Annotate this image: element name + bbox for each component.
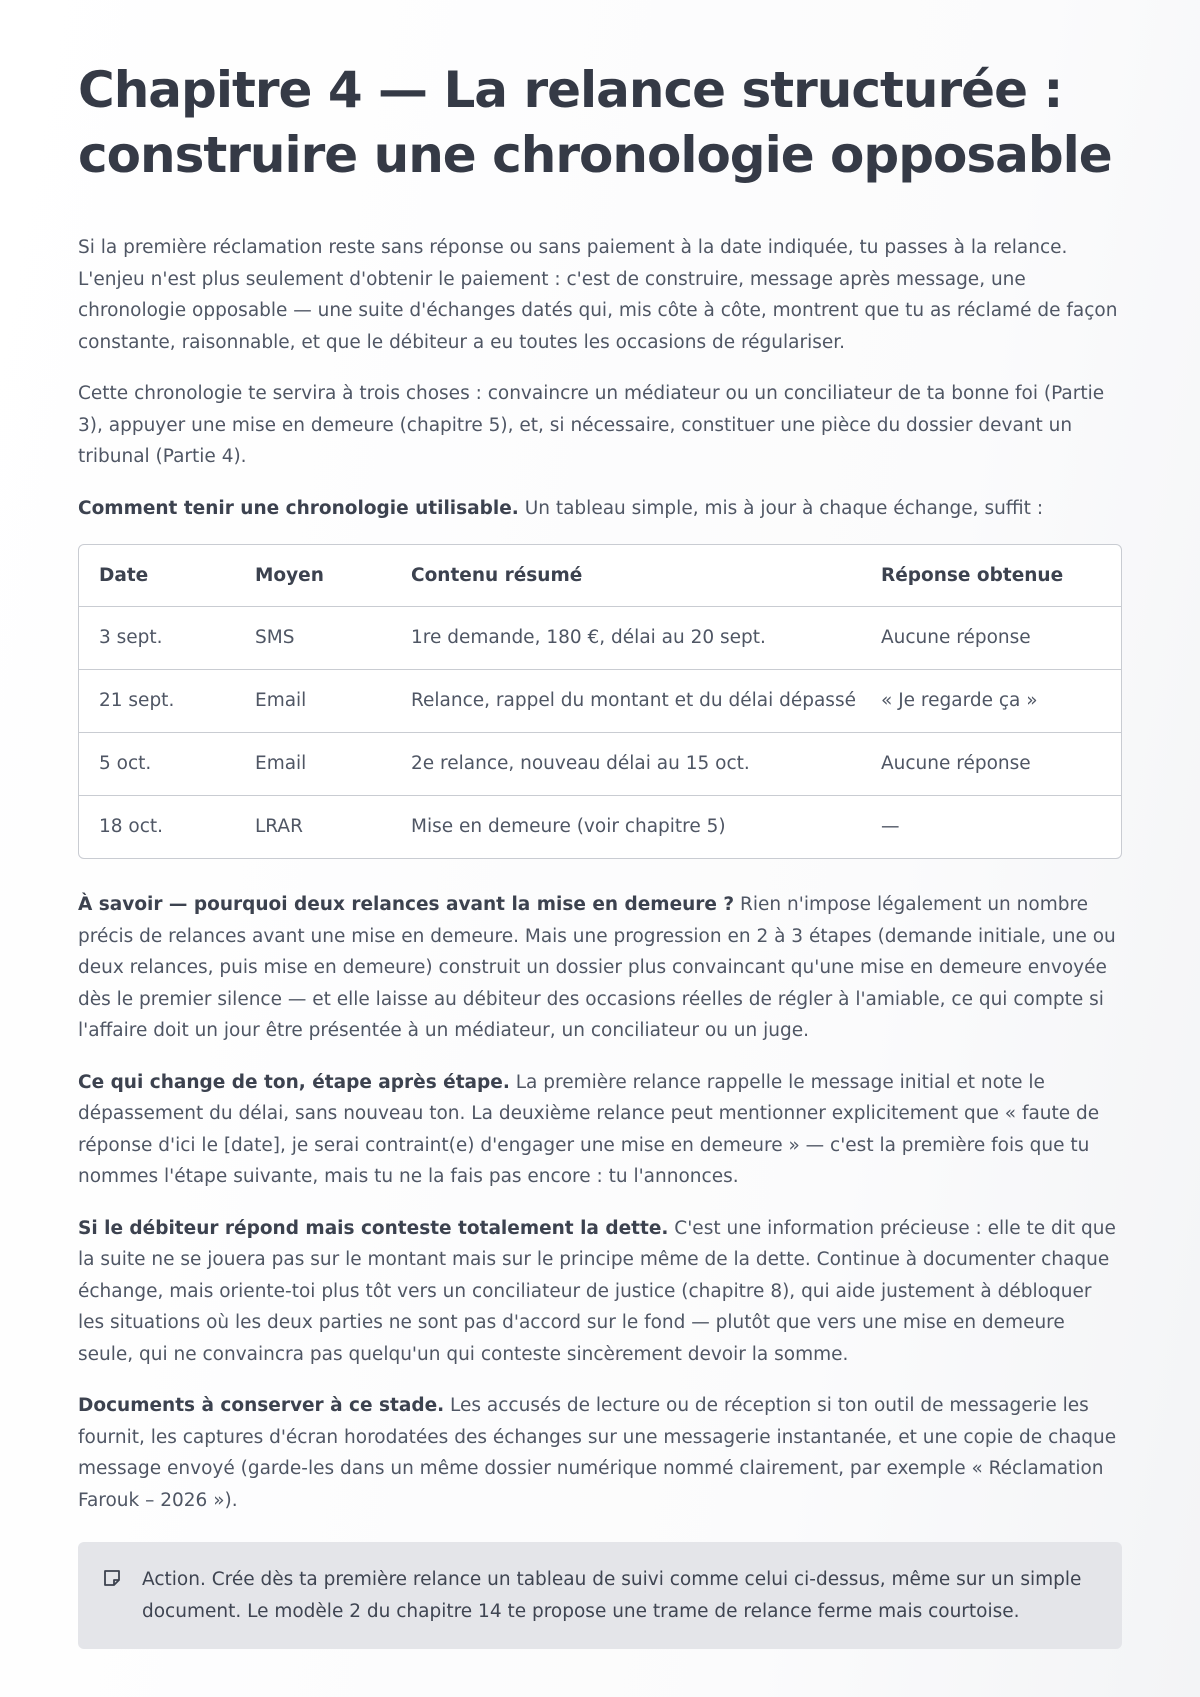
note-two-reminders-text: Rien n'impose légalement un nombre précis de relances avant une mise en demeure. Mais une progression en 2 à 3 étapes (demande initiale, une ou deux relances, puis mise en demeure) construit un dossier plus convaincant qu'une mise en demeure envoyée dès le premier silence — et elle laisse au débiteur des occasions réelles de régler à l'amiable, ce qui compte si l'affaire doit un jour être présentée à un médiateur, un conciliateur ou un juge. [78,894,1116,1041]
chronology-intro-heading: Comment tenir une chronologie utilisable. [78,497,519,519]
tone-change-paragraph [78,1067,1122,1193]
table-cell-contenu: Mise en demeure (voir chapitre 5) [391,796,861,859]
table-row [79,670,1121,733]
tone-change-heading: Ce qui change de ton, étape après étape. [78,1071,510,1093]
table-cell-reponse: Aucune réponse [861,607,1121,670]
chronology-intro-paragraph [78,493,1122,525]
table-cell-date: 18 oct. [79,796,235,859]
column-header-moyen: Moyen [255,565,324,586]
note-two-reminders-heading: À savoir — pourquoi deux relances avant la mise en demeure ? [78,894,735,915]
table-cell-moyen: SMS [235,607,391,670]
table-cell-date: 5 oct. [79,733,235,796]
action-callout [78,1542,1122,1649]
table-cell-reponse: « Je regarde ça » [861,670,1121,733]
table-row [79,796,1121,859]
table-cell-contenu: 2e relance, nouveau délai au 15 oct. [391,733,861,796]
action-text: Action. Crée dès ta première relance un tableau de suivi comme celui ci-dessus, même sur un simple document. Le modèle 2 du chapitre 14 te propose une trame de relance ferme mais courtoise. [142,1569,1082,1622]
table-cell-reponse: — [861,796,1121,859]
table-cell-contenu: 1re demande, 180 €, délai au 20 sept. [391,607,861,670]
table-cell-moyen: Email [235,733,391,796]
table-row [79,607,1121,670]
column-header-reponse: Réponse obtenue [881,565,1064,586]
chronology-table [78,544,1122,859]
purpose-paragraph: Cette chronologie te servira à trois choses : convaincre un médiateur ou un conciliateur de ta bonne foi (Partie 3), appuyer une mise en demeure (chapitre 5), et, si nécessaire, constituer une pièce du dossier devant un tribunal (Partie 4). [78,383,1105,467]
documents-paragraph [78,1390,1122,1516]
table-cell-date: 3 sept. [79,607,235,670]
dispute-text: C'est une information précieuse : elle te dit que la suite ne se jouera pas sur le montant mais sur le principe même de la dette. Continue à documenter chaque échange, mais oriente-toi plus tôt vers un conciliateur de justice (chapitre 8), qui aide justement à débloquer les situations où les deux parties ne sont pas d'accord sur le fond — plutôt que vers une mise en demeure seule, qui ne convaincra pas quelqu'un qui conteste sincèrement devoir la somme. [78,1217,1116,1365]
table-cell-moyen: LRAR [235,796,391,859]
note-two-reminders-paragraph [78,889,1122,1047]
table-cell-date: 21 sept. [79,670,235,733]
table-cell-contenu: Relance, rappel du montant et du délai dépassé [391,670,861,733]
column-header-date: Date [99,565,149,586]
dispute-paragraph [78,1213,1122,1371]
documents-heading: Documents à conserver à ce stade. [78,1395,445,1416]
table-cell-reponse: Aucune réponse [861,733,1121,796]
table-header-row [79,545,1121,607]
dispute-heading: Si le débiteur répond mais conteste totalement la dette. [78,1217,669,1239]
documents-text: Les accusés de lecture ou de réception si ton outil de messagerie les fournit, les captures d'écran horodatées des échanges sur une messagerie instantanée, et une copie de chaque message envoyé (garde-les dans un même dossier numérique nommé clairement, par exemple « Réclamation Farouk – 2026 »). [78,1395,1117,1511]
column-header-contenu: Contenu résumé [411,565,583,586]
note-icon [102,1568,124,1590]
chronology-intro-text: Un tableau simple, mis à jour à chaque échange, suffit : [518,497,1044,519]
tone-change-text: La première relance rappelle le message initial et note le dépassement du délai, sans nouveau ton. La deuxième relance peut mentionner explicitement que « faute de réponse d'ici le [date], je serai contraint(e) d'engager une mise en demeure » — c'est la première fois que tu nommes l'étape suivante, mais tu ne la fais pas encore : tu l'annonces. [78,1071,1100,1187]
table-row [79,733,1121,796]
page-title: Chapitre 4 — La relance structurée : construire une chronologie opposable [78,61,1112,184]
table-cell-moyen: Email [235,670,391,733]
intro-paragraph: Si la première réclamation reste sans réponse ou sans paiement à la date indiquée, tu passes à la relance. L'enjeu n'est plus seulement d'obtenir le paiement : c'est de construire, message après message, une chronologie opposable — une suite d'échanges datés qui, mis côte à côte, montrent que tu as réclamé de façon constante, raisonnable, et que le débiteur a eu toutes les occasions de régulariser. [78,237,1118,353]
